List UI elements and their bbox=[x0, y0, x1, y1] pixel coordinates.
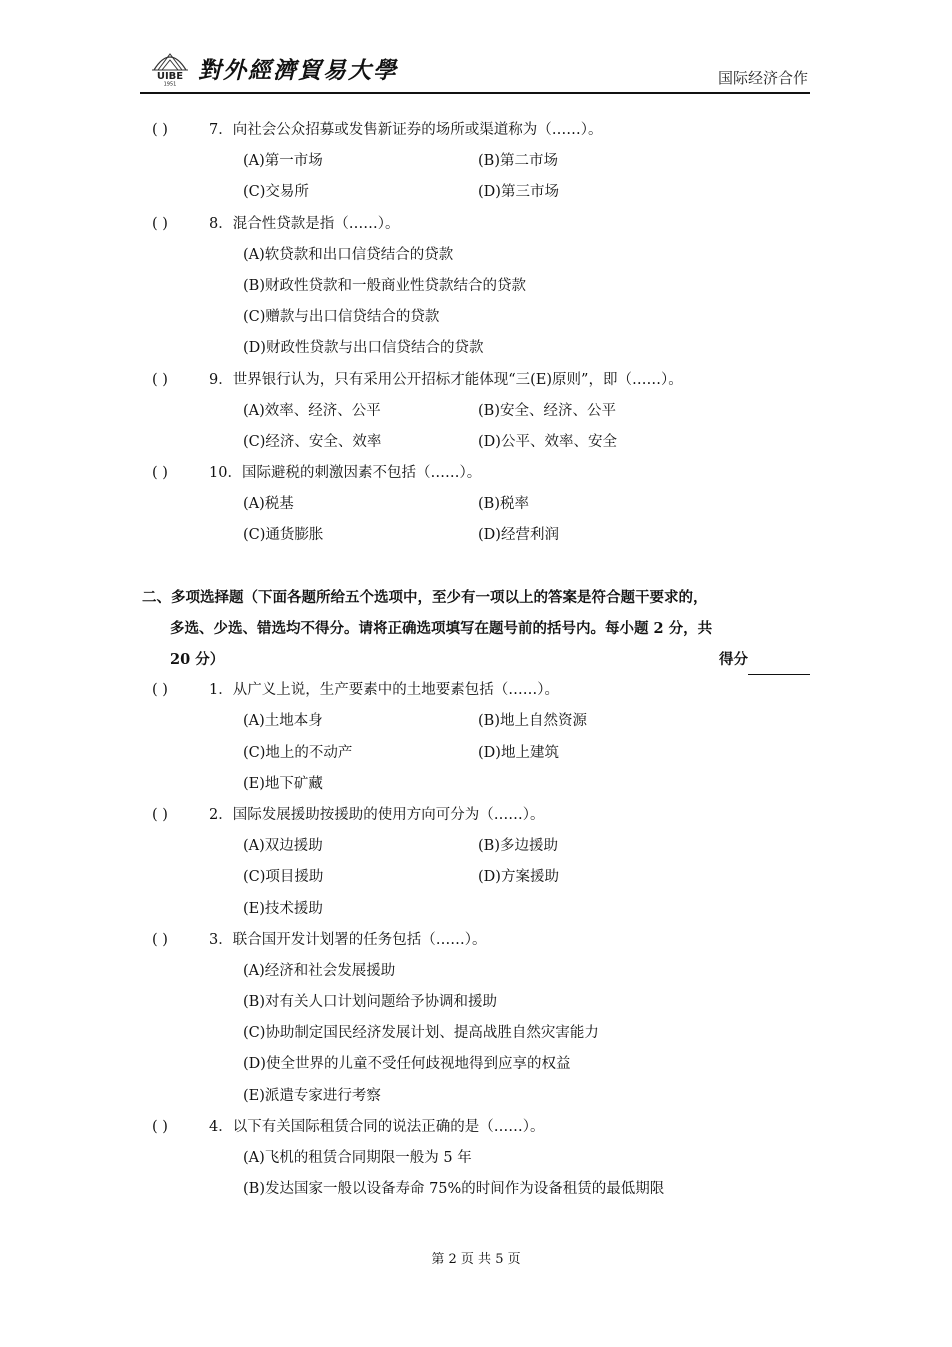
option: (A)第一市场 bbox=[243, 153, 323, 170]
option: (E)派遣专家进行考察 bbox=[243, 1087, 381, 1104]
option: (A)软贷款和出口信贷结合的贷款 bbox=[243, 246, 454, 263]
option: (C)交易所 bbox=[243, 184, 309, 201]
question-number: 9． bbox=[209, 371, 233, 388]
answer-bracket[interactable]: ( ) bbox=[152, 371, 168, 388]
option-row bbox=[152, 396, 812, 427]
option-row bbox=[152, 146, 812, 177]
option-row bbox=[152, 956, 812, 987]
option-row bbox=[152, 177, 812, 208]
option-row bbox=[152, 240, 812, 271]
answer-bracket[interactable]: ( ) bbox=[152, 215, 168, 232]
option: (A)飞机的租赁合同期限一般为 5 年 bbox=[243, 1150, 472, 1166]
option: (C)经济、安全、效率 bbox=[243, 433, 382, 450]
score-label: 得分 bbox=[719, 651, 748, 668]
option: (B)多边援助 bbox=[478, 838, 558, 855]
option: (B)对有关人口计划问题给予协调和援助 bbox=[243, 994, 497, 1011]
answer-bracket[interactable]: ( ) bbox=[152, 806, 168, 823]
university-logo bbox=[146, 46, 194, 86]
option: (C)项目援助 bbox=[243, 869, 324, 886]
page-footer: 第 2 页 共 5 页 bbox=[431, 1252, 521, 1267]
score-blank[interactable] bbox=[748, 654, 810, 675]
option-row bbox=[152, 769, 812, 800]
option: (A)土地本身 bbox=[243, 713, 323, 730]
question-stem: 混合性贷款是指（……）。 bbox=[232, 215, 400, 232]
answer-bracket[interactable]: ( ) bbox=[152, 1118, 168, 1135]
option-row bbox=[152, 831, 812, 862]
logo-year: 1951 bbox=[163, 81, 177, 86]
question-section2_questions-1 bbox=[152, 800, 812, 831]
section2-title-line2: 多选、少选、错选均不得分。请将正确选项填写在题号前的括号内。每小题 2 分，共 bbox=[170, 619, 713, 637]
question-number: 7． bbox=[209, 122, 233, 138]
question-section1_questions-2 bbox=[152, 365, 812, 396]
question-section1_questions-0 bbox=[152, 115, 812, 146]
option-row bbox=[152, 987, 812, 1018]
option: (C)通货膨胀 bbox=[243, 527, 324, 544]
option: (B)税率 bbox=[478, 496, 529, 513]
question-stem: 从广义上说，生产要素中的土地要素包括（……）。 bbox=[232, 682, 559, 699]
option-row bbox=[152, 271, 812, 302]
section2-title-line3-row bbox=[152, 644, 812, 675]
answer-bracket[interactable]: ( ) bbox=[152, 682, 168, 699]
question-section2_questions-2 bbox=[152, 925, 812, 956]
question-stem: 以下有关国际租赁合同的说法正确的是（……）。 bbox=[232, 1118, 545, 1135]
option-row bbox=[152, 706, 812, 737]
question-section1_questions-3 bbox=[152, 458, 812, 489]
option-row bbox=[152, 427, 812, 458]
option-row bbox=[152, 1018, 812, 1049]
option: (A)税基 bbox=[243, 496, 294, 513]
option-row bbox=[152, 333, 812, 364]
option-row bbox=[152, 1143, 812, 1174]
university-name: 對外經濟貿易大學 bbox=[198, 57, 398, 84]
option: (D)第三市场 bbox=[478, 184, 559, 201]
section2-questions bbox=[152, 675, 812, 1205]
option-row bbox=[152, 1049, 812, 1080]
option: (B)地上自然资源 bbox=[478, 713, 587, 730]
option: (D)使全世界的儿童不受任何歧视地得到应享的权益 bbox=[243, 1056, 571, 1073]
section1-questions bbox=[152, 115, 812, 552]
option: (D)财政性贷款与出口信贷结合的贷款 bbox=[243, 340, 484, 357]
section2-title-line1: 二、多项选择题（下面各题所给五个选项中，至少有一项以上的答案是符合题干要求的， bbox=[142, 588, 708, 606]
question-section1_questions-1 bbox=[152, 209, 812, 240]
option: (C)地上的不动产 bbox=[243, 744, 353, 761]
question-section2_questions-0 bbox=[152, 675, 812, 706]
option: (D)方案援助 bbox=[478, 869, 559, 886]
option-row bbox=[152, 302, 812, 333]
option-row bbox=[152, 894, 812, 925]
option: (B)安全、经济、公平 bbox=[478, 402, 616, 419]
question-number: 10． bbox=[209, 465, 242, 482]
question-section2_questions-3 bbox=[152, 1112, 812, 1143]
option: (C)协助制定国民经济发展计划、提高战胜自然灾害能力 bbox=[243, 1025, 599, 1042]
answer-bracket[interactable]: ( ) bbox=[152, 931, 168, 948]
question-stem: 国际避税的刺激因素不包括（……）。 bbox=[241, 465, 482, 482]
option: (B)财政性贷款和一般商业性贷款结合的贷款 bbox=[243, 277, 526, 294]
course-name: 国际经济合作 bbox=[717, 69, 808, 87]
option: (E)地下矿藏 bbox=[243, 775, 323, 792]
question-number: 2． bbox=[209, 806, 233, 823]
exam-content bbox=[142, 115, 812, 1205]
question-number: 4． bbox=[209, 1118, 233, 1135]
score-field bbox=[719, 644, 810, 675]
logo-seal-text: UIBE bbox=[156, 71, 184, 82]
option: (D)公平、效率、安全 bbox=[478, 433, 617, 450]
section2-title-line3: 20 分） bbox=[170, 651, 225, 668]
answer-bracket[interactable]: ( ) bbox=[152, 465, 168, 482]
option: (A)效率、经济、公平 bbox=[243, 402, 381, 419]
option: (A)经济和社会发展援助 bbox=[243, 962, 396, 979]
option-row bbox=[152, 489, 812, 520]
option: (C)赠款与出口信贷结合的贷款 bbox=[243, 309, 440, 326]
option-row bbox=[152, 1174, 812, 1205]
question-stem: 向社会公众招募或发售新证券的场所或渠道称为（……）。 bbox=[232, 122, 603, 138]
option-row bbox=[152, 1081, 812, 1112]
option: (E)技术援助 bbox=[243, 900, 323, 917]
option: (D)经营利润 bbox=[478, 527, 559, 544]
question-number: 1． bbox=[209, 682, 233, 699]
question-number: 8． bbox=[209, 215, 233, 232]
option-row bbox=[152, 862, 812, 893]
option: (B)发达国家一般以设备寿命 75%的时间作为设备租赁的最低期限 bbox=[243, 1181, 665, 1198]
question-stem: 国际发展援助按援助的使用方向可分为（……）。 bbox=[232, 806, 545, 823]
option: (B)第二市场 bbox=[478, 153, 558, 170]
question-stem: 世界银行认为，只有采用公开招标才能体现“三(E)原则”，即（……）。 bbox=[232, 371, 683, 388]
option: (D)地上建筑 bbox=[478, 744, 559, 761]
option-row bbox=[152, 520, 812, 551]
option: (A)双边援助 bbox=[243, 838, 323, 855]
answer-bracket[interactable]: ( ) bbox=[152, 122, 168, 138]
question-stem: 联合国开发计划署的任务包括（……）。 bbox=[232, 931, 487, 948]
option-row bbox=[152, 738, 812, 769]
page-header bbox=[140, 44, 810, 94]
question-number: 3． bbox=[209, 931, 233, 948]
